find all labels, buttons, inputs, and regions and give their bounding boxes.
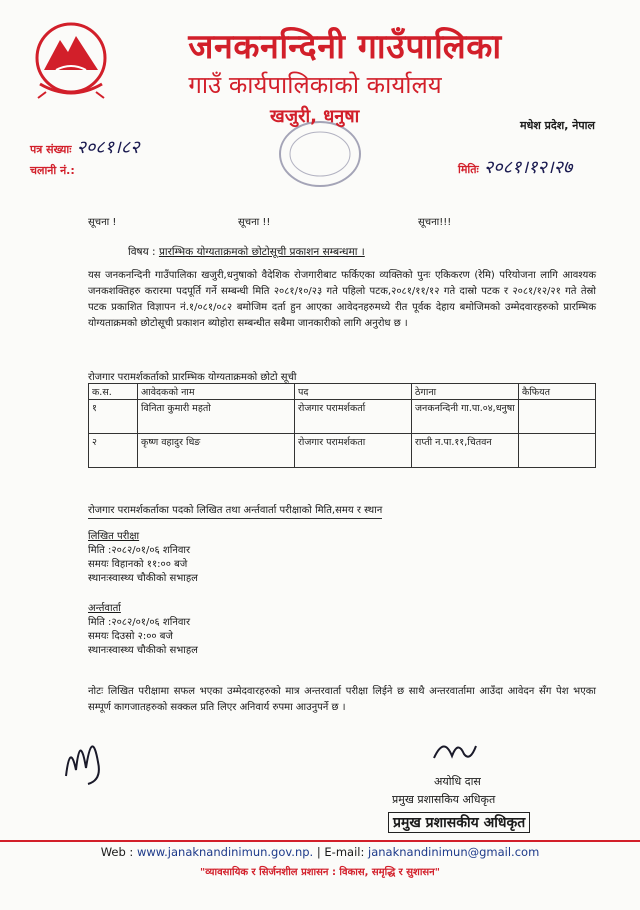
written-exam-date: मिति :२०८२/०१/०६ शनिवार	[88, 545, 191, 556]
written-exam-title: लिखित परीक्षा	[88, 531, 140, 542]
cell-address: जनकनन्दिनी गा.पा.०४,धनुषा	[412, 400, 519, 434]
table-header-row	[89, 384, 596, 400]
written-exam-block	[88, 530, 198, 586]
municipality-name: जनकनन्दिनी गाउँपालिका	[188, 27, 502, 67]
notice-2: सूचना !!	[238, 217, 271, 228]
officer-signature-icon	[430, 732, 480, 766]
subject-line: विषय : प्रारम्भिक योग्यताक्रमको छोटोसूची प्रकाशन सम्बन्धमा ।	[128, 246, 365, 258]
footer-divider	[0, 840, 640, 842]
reference-number: पत्र संख्याः २०८१।८२	[30, 137, 140, 158]
cell-name: विनिता कुमारी महतो	[138, 400, 295, 434]
interview-title: अर्न्तवार्ता	[88, 603, 121, 614]
interview-time: समयः दिउसो २:०० बजे	[88, 631, 173, 642]
cell-remarks	[519, 434, 596, 468]
designation-stamp: प्रमुख प्रशासकीय अधिकृत	[388, 812, 530, 833]
notice-3: सूचना!!!	[418, 217, 452, 228]
left-signature-icon	[58, 722, 108, 788]
interview-place: स्थानःस्वास्थ्य चौकीको सभाहल	[88, 645, 198, 656]
cell-name: कृष्ण वहादुर धिङ	[138, 434, 295, 468]
col-post: पद	[295, 384, 412, 400]
shortlist-table	[88, 383, 596, 468]
exam-heading: रोजगार परामर्शकर्ताका पदको लिखित तथा अर्न्तवार्ता परीक्षाको मिति,समय र स्थान	[88, 504, 382, 519]
written-exam-time: समयः विहानको ११:०० बजे	[88, 559, 188, 570]
note-paragraph: नोटः लिखित परीक्षामा सफल भएका उम्मेदवारहरुको मात्र अन्तरवार्ता परीक्षा लिईने छ साथै अन्तरवार्तामा आउँदा आवेदन सँग पेश भएका सम्पूर्ण कागजातहरुको सक्कल प्रति लिएर अनिवार्य रुपमा आउनुपर्ने छ ।	[88, 686, 596, 713]
office-name: गाउँ कार्यपालिकाको कार्यालय	[188, 71, 442, 99]
cell-sn: २	[89, 434, 138, 468]
website-link[interactable]: www.janaknandinimun.gov.np.	[136, 845, 314, 859]
footer-contact: Web : www.janaknandinimun.gov.np. | E-mail: janaknandinimun@gmail.com	[100, 845, 540, 859]
footer-motto: "व्यावसायिक र सिर्जनशील प्रशासन : विकास, समृद्धि र सुशासन"	[200, 867, 440, 878]
cell-address: राप्ती न.पा.११,चितवन	[412, 434, 519, 468]
cell-sn: १	[89, 400, 138, 434]
officer-name: अयोधि दास	[434, 775, 481, 788]
table-row	[89, 434, 596, 468]
government-emblem-icon	[30, 18, 112, 104]
interview-block	[88, 602, 198, 658]
notice-1: सूचना !	[88, 217, 117, 228]
col-sn: क.स.	[89, 384, 138, 400]
letter-date: मितिः २०८१।१२।२७	[458, 157, 573, 178]
dispatch-number-label: चलानी नं.:	[30, 164, 75, 177]
cell-remarks	[519, 400, 596, 434]
email-link[interactable]: janaknandinimun@gmail.com	[368, 845, 540, 859]
office-location: खजुरी, धनुषा	[270, 106, 360, 127]
col-remarks: कैफियत	[519, 384, 596, 400]
table-caption: रोजगार परामर्शकर्ताको प्रारम्भिक योग्यताक्रमको छोटो सूची	[88, 369, 297, 384]
written-exam-place: स्थानःस्वास्थ्य चौकीको सभाहल	[88, 573, 198, 584]
col-address: ठेगाना	[412, 384, 519, 400]
interview-date: मिति :२०८२/०१/०६ शनिवार	[88, 617, 191, 628]
cell-post: रोजगार परामर्शकर्ता	[295, 400, 412, 434]
province-label: मधेश प्रदेश, नेपाल	[520, 119, 595, 132]
officer-designation: प्रमुख प्रशासकिय अधिकृत	[392, 793, 496, 806]
body-paragraph: यस जनकनन्दिनी गाउँपालिका खजुरी,धनुषाको वैदेशिक रोजगारीबाट फर्किएका व्यक्तिको पुनः एकिकरण (रेमि) परियोजना लागि आवश्यक जनकशक्तिहरु करारमा पदपूर्ति गर्ने सम्बन्धी मिति २०८१/१०/२३ गते पहिलो पटक,२०८१/११/१२ गते दास्रो पटक र २०८१/१२/२१ गते तेस्रो पटक प्रकाशित विज्ञापन नं.१/०८१/०८२ बमोजिम दर्ता हुन आएका आवेदनहरुमध्ये रीत पूर्वक देहाय बमोजिमको उम्मेदवारहरुको प्रारम्भिक योग्यताक्रमको छोटोसूची प्रकाशन ब्योहोरा सम्बन्धीत सबैमा जानकारीको लागि अनुरोध छ ।	[88, 270, 596, 329]
col-name: आवेदकको नाम	[138, 384, 295, 400]
cell-post: रोजगार परामर्शकता	[295, 434, 412, 468]
table-row	[89, 400, 596, 434]
